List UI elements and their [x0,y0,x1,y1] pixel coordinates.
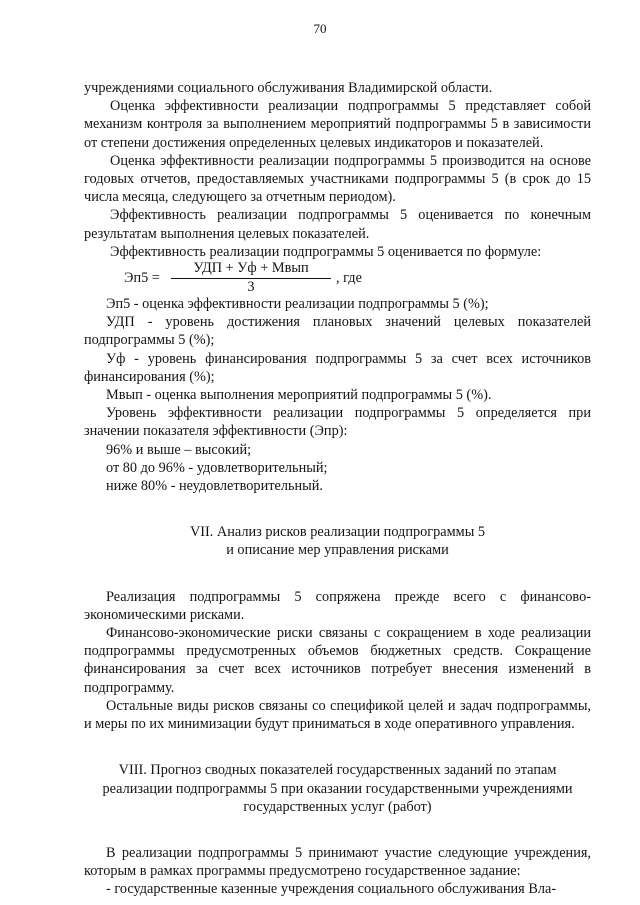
body-text [84,79,591,899]
paragraph: Эффективность реализации подпрограммы 5 оценивается по конечным результатам выполнения целевых показателей. [84,207,591,242]
definition: Мвып - оценка выполнения мероприятий подпрограммы 5 (%). [106,387,492,404]
section-7-title-line: и описание мер управления рисками [226,542,449,559]
section-8-title-line: государственных услуг (работ) [243,798,432,815]
paragraph: учреждениями социального обслуживания Владимирской области. [84,80,493,96]
paragraph: - государственные казенные учреждения социального обслуживания Вла- [106,881,557,898]
definition: Эп5 - оценка эффективности реализации подпрограммы 5 (%); [106,296,489,313]
paragraph: Остальные виды рисков связаны со спецификой целей и задач подпрограммы, и меры по их минимизации будут приниматься в ходе оперативного управления. [84,697,591,733]
formula-fraction [171,259,331,295]
section-8-title-line: VIII. Прогноз сводных показателей государственных заданий по этапам [118,762,557,779]
formula-denominator: 3 [247,279,255,296]
paragraph: Финансово-экономические риски связаны с сокращением в ходе реализации подпрограммы предусмотренных объемов бюджетных средств. Сокращение финансирования за счет всех источников потребует внесения изменений в подпрограмму. [84,625,591,696]
definition: Уф - уровень финансирования подпрограммы 5 за счет всех источников финансирования (%); [84,350,591,385]
paragraph: Оценка эффективности реализации подпрограммы 5 производится на основе годовых отчетов, предоставляемых участниками подпрограммы 5 (в срок до 15 числа месяца, следующего за отчетным периодом). [84,152,591,206]
formula-numerator: УДП + Уф + Мвып [171,259,331,279]
paragraph: Эффективность реализации подпрограммы 5 оценивается по формуле: [110,243,542,260]
paragraph: Оценка эффективности реализации подпрограммы 5 представляет собой механизм контроля за выполнением мероприятий подпрограммы 5 в зависимости от степени достижения определенных целевых индикаторов и показателей. [84,98,591,151]
formula [84,261,591,295]
section-7-title [84,523,591,559]
definition: 96% и выше – высокий; [106,441,252,458]
definition: от 80 до 96% - удовлетворительный; [106,459,328,476]
formula-lhs: Эп5 = [124,270,160,287]
section-8-title-line: реализации подпрограммы 5 при оказании государственными учреждениями [102,780,573,797]
definition: УДП - уровень достижения плановых значений целевых показателей подпрограммы 5 (%); [84,314,591,349]
definition: Уровень эффективности реализации подпрограммы 5 определяется при значении показателя эффективности (Эпр): [84,405,591,440]
section-8-title [84,761,591,816]
paragraph: В реализации подпрограммы 5 принимают участие следующие учреждения, которым в рамках программы предусмотрено государственное задание: [84,844,591,880]
page-number: 70 [313,21,327,36]
definition: ниже 80% - неудовлетворительный. [106,478,323,495]
section-7-title-line: VII. Анализ рисков реализации подпрограммы 5 [189,524,486,541]
paragraph: Реализация подпрограммы 5 сопряжена прежде всего с финансово-экономическими рисками. [84,588,591,623]
formula-tail: , где [336,270,362,287]
